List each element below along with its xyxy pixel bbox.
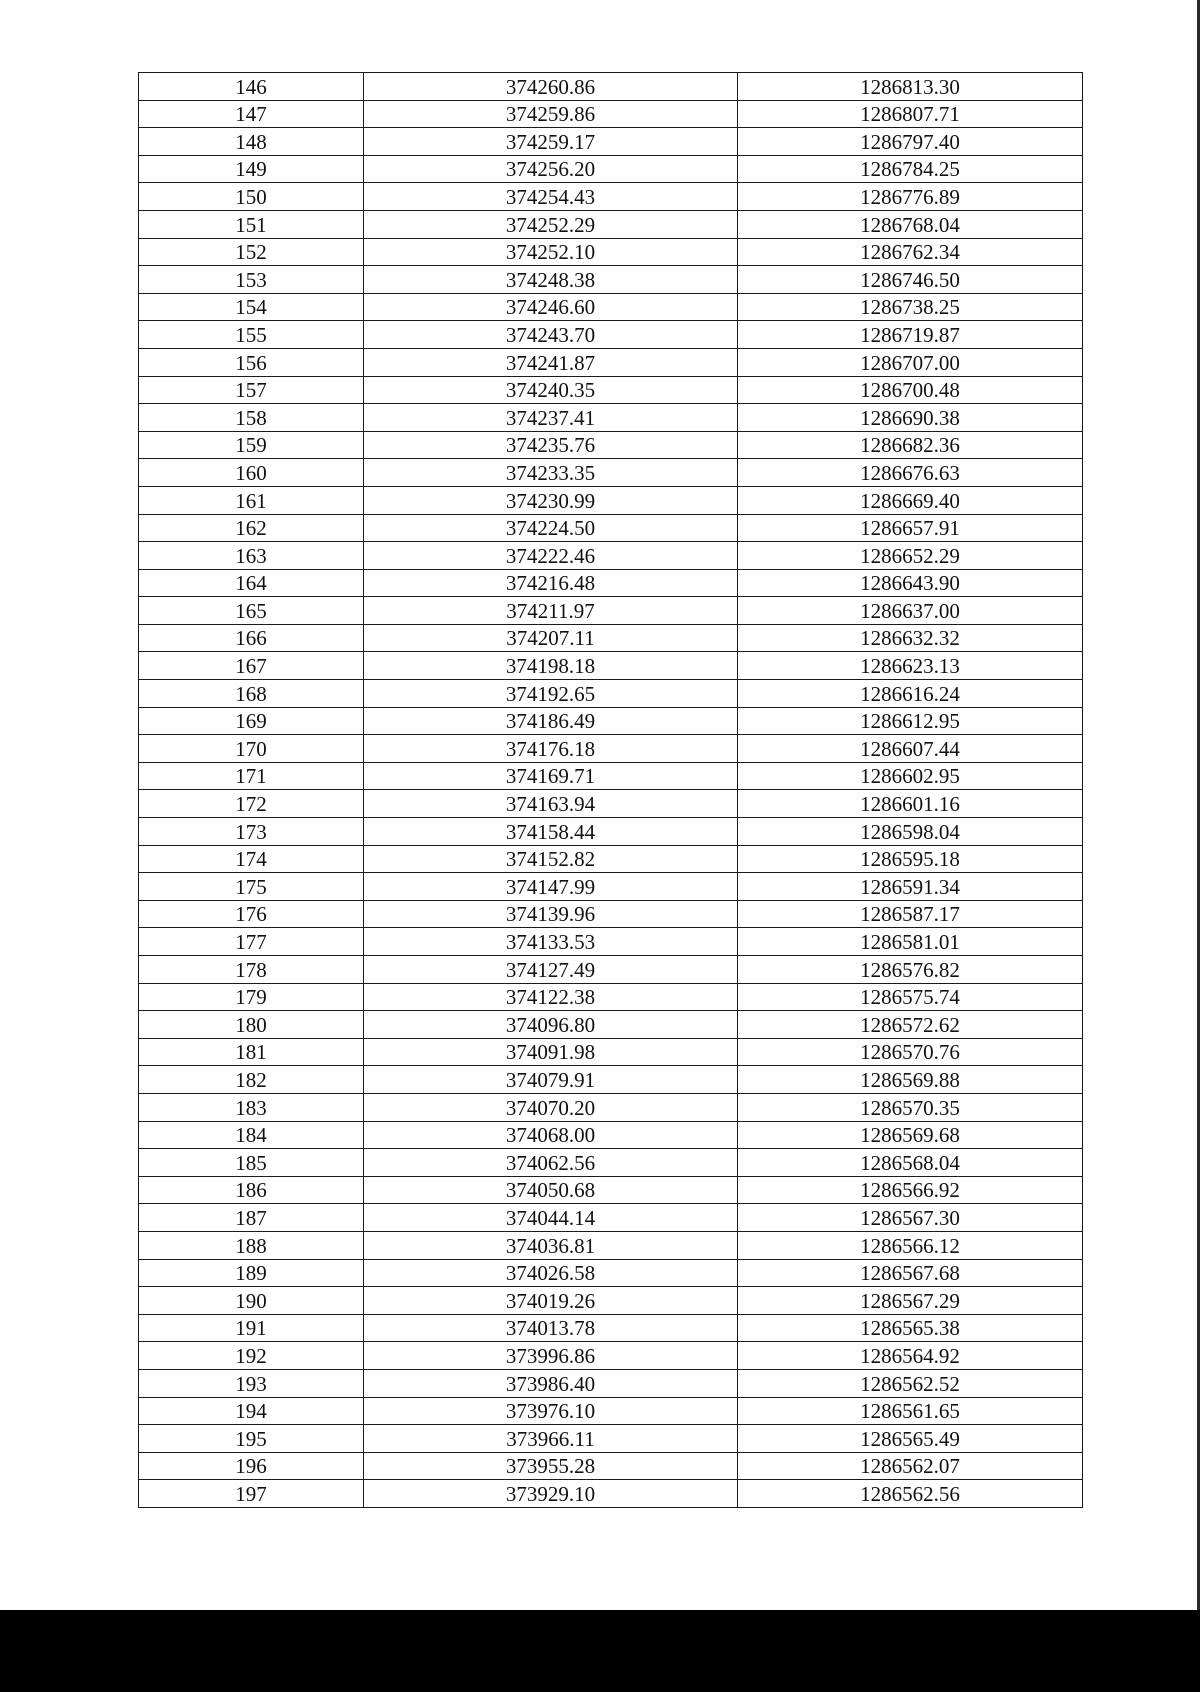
x-coordinate-cell: 374163.94 — [364, 790, 738, 818]
table-row — [139, 983, 1083, 1011]
point-number-cell: 178 — [139, 956, 364, 984]
point-number-cell: 159 — [139, 431, 364, 459]
table-row — [139, 348, 1083, 376]
y-coordinate-cell: 1286576.82 — [738, 956, 1083, 984]
y-coordinate-cell: 1286567.29 — [738, 1287, 1083, 1315]
y-coordinate-cell: 1286643.90 — [738, 569, 1083, 597]
y-coordinate-cell: 1286616.24 — [738, 680, 1083, 708]
x-coordinate-cell: 374237.41 — [364, 404, 738, 432]
table-row — [139, 238, 1083, 266]
point-number-cell: 149 — [139, 155, 364, 183]
table-row — [139, 183, 1083, 211]
x-coordinate-cell: 373976.10 — [364, 1397, 738, 1425]
table-row — [139, 762, 1083, 790]
table-row — [139, 1369, 1083, 1397]
x-coordinate-cell: 374259.86 — [364, 100, 738, 128]
point-number-cell: 153 — [139, 266, 364, 294]
y-coordinate-cell: 1286807.71 — [738, 100, 1083, 128]
point-number-cell: 195 — [139, 1425, 364, 1453]
y-coordinate-cell: 1286738.25 — [738, 293, 1083, 321]
table-row — [139, 1176, 1083, 1204]
table-row — [139, 1425, 1083, 1453]
y-coordinate-cell: 1286612.95 — [738, 707, 1083, 735]
x-coordinate-cell: 374050.68 — [364, 1176, 738, 1204]
x-coordinate-cell: 374127.49 — [364, 956, 738, 984]
table-row — [139, 1342, 1083, 1370]
x-coordinate-cell: 374133.53 — [364, 928, 738, 956]
y-coordinate-cell: 1286564.92 — [738, 1342, 1083, 1370]
point-number-cell: 166 — [139, 624, 364, 652]
point-number-cell: 173 — [139, 818, 364, 846]
x-coordinate-cell: 374254.43 — [364, 183, 738, 211]
point-number-cell: 151 — [139, 210, 364, 238]
x-coordinate-cell: 373955.28 — [364, 1452, 738, 1480]
point-number-cell: 157 — [139, 376, 364, 404]
point-number-cell: 164 — [139, 569, 364, 597]
y-coordinate-cell: 1286567.30 — [738, 1204, 1083, 1232]
point-number-cell: 180 — [139, 1011, 364, 1039]
y-coordinate-cell: 1286607.44 — [738, 735, 1083, 763]
table-row — [139, 680, 1083, 708]
x-coordinate-cell: 373996.86 — [364, 1342, 738, 1370]
x-coordinate-cell: 374019.26 — [364, 1287, 738, 1315]
y-coordinate-cell: 1286561.65 — [738, 1397, 1083, 1425]
y-coordinate-cell: 1286776.89 — [738, 183, 1083, 211]
point-number-cell: 158 — [139, 404, 364, 432]
table-row — [139, 1204, 1083, 1232]
table-row — [139, 1259, 1083, 1287]
y-coordinate-cell: 1286565.38 — [738, 1314, 1083, 1342]
y-coordinate-cell: 1286682.36 — [738, 431, 1083, 459]
x-coordinate-cell: 373966.11 — [364, 1425, 738, 1453]
x-coordinate-cell: 374079.91 — [364, 1066, 738, 1094]
point-number-cell: 194 — [139, 1397, 364, 1425]
table-row — [139, 1149, 1083, 1177]
x-coordinate-cell: 374062.56 — [364, 1149, 738, 1177]
x-coordinate-cell: 374169.71 — [364, 762, 738, 790]
table-row — [139, 818, 1083, 846]
x-coordinate-cell: 374070.20 — [364, 1093, 738, 1121]
point-number-cell: 188 — [139, 1231, 364, 1259]
point-number-cell: 185 — [139, 1149, 364, 1177]
table-row — [139, 293, 1083, 321]
x-coordinate-cell: 374252.29 — [364, 210, 738, 238]
point-number-cell: 182 — [139, 1066, 364, 1094]
table-row — [139, 459, 1083, 487]
point-number-cell: 168 — [139, 680, 364, 708]
x-coordinate-cell: 374192.65 — [364, 680, 738, 708]
point-number-cell: 150 — [139, 183, 364, 211]
table-row — [139, 210, 1083, 238]
table-row — [139, 404, 1083, 432]
y-coordinate-cell: 1286572.62 — [738, 1011, 1083, 1039]
y-coordinate-cell: 1286565.49 — [738, 1425, 1083, 1453]
x-coordinate-cell: 374044.14 — [364, 1204, 738, 1232]
y-coordinate-cell: 1286567.68 — [738, 1259, 1083, 1287]
y-coordinate-cell: 1286657.91 — [738, 514, 1083, 542]
table-row — [139, 1231, 1083, 1259]
x-coordinate-cell: 374216.48 — [364, 569, 738, 597]
table-row — [139, 1038, 1083, 1066]
x-coordinate-cell: 374256.20 — [364, 155, 738, 183]
y-coordinate-cell: 1286768.04 — [738, 210, 1083, 238]
coordinates-table-container — [138, 72, 1082, 1508]
table-row — [139, 1093, 1083, 1121]
table-row — [139, 845, 1083, 873]
point-number-cell: 177 — [139, 928, 364, 956]
point-number-cell: 172 — [139, 790, 364, 818]
point-number-cell: 175 — [139, 873, 364, 901]
x-coordinate-cell: 374207.11 — [364, 624, 738, 652]
y-coordinate-cell: 1286669.40 — [738, 486, 1083, 514]
point-number-cell: 162 — [139, 514, 364, 542]
y-coordinate-cell: 1286562.52 — [738, 1369, 1083, 1397]
y-coordinate-cell: 1286652.29 — [738, 542, 1083, 570]
table-row — [139, 376, 1083, 404]
point-number-cell: 148 — [139, 128, 364, 156]
x-coordinate-cell: 374222.46 — [364, 542, 738, 570]
point-number-cell: 193 — [139, 1369, 364, 1397]
y-coordinate-cell: 1286719.87 — [738, 321, 1083, 349]
point-number-cell: 170 — [139, 735, 364, 763]
table-row — [139, 956, 1083, 984]
x-coordinate-cell: 374013.78 — [364, 1314, 738, 1342]
table-row — [139, 73, 1083, 101]
table-row — [139, 624, 1083, 652]
x-coordinate-cell: 373929.10 — [364, 1480, 738, 1508]
table-row — [139, 1121, 1083, 1149]
table-row — [139, 569, 1083, 597]
y-coordinate-cell: 1286562.56 — [738, 1480, 1083, 1508]
point-number-cell: 176 — [139, 900, 364, 928]
y-coordinate-cell: 1286598.04 — [738, 818, 1083, 846]
y-coordinate-cell: 1286690.38 — [738, 404, 1083, 432]
y-coordinate-cell: 1286813.30 — [738, 73, 1083, 101]
x-coordinate-cell: 374233.35 — [364, 459, 738, 487]
point-number-cell: 171 — [139, 762, 364, 790]
point-number-cell: 155 — [139, 321, 364, 349]
table-row — [139, 542, 1083, 570]
table-row — [139, 928, 1083, 956]
y-coordinate-cell: 1286581.01 — [738, 928, 1083, 956]
x-coordinate-cell: 374198.18 — [364, 652, 738, 680]
y-coordinate-cell: 1286601.16 — [738, 790, 1083, 818]
y-coordinate-cell: 1286637.00 — [738, 597, 1083, 625]
x-coordinate-cell: 374246.60 — [364, 293, 738, 321]
x-coordinate-cell: 374122.38 — [364, 983, 738, 1011]
y-coordinate-cell: 1286595.18 — [738, 845, 1083, 873]
point-number-cell: 167 — [139, 652, 364, 680]
scan-bottom-black-bar — [0, 1610, 1200, 1692]
x-coordinate-cell: 374186.49 — [364, 707, 738, 735]
x-coordinate-cell: 374096.80 — [364, 1011, 738, 1039]
point-number-cell: 146 — [139, 73, 364, 101]
table-row — [139, 873, 1083, 901]
x-coordinate-cell: 374260.86 — [364, 73, 738, 101]
point-number-cell: 187 — [139, 1204, 364, 1232]
table-row — [139, 1397, 1083, 1425]
point-number-cell: 190 — [139, 1287, 364, 1315]
point-number-cell: 161 — [139, 486, 364, 514]
table-row — [139, 597, 1083, 625]
x-coordinate-cell: 374158.44 — [364, 818, 738, 846]
point-number-cell: 147 — [139, 100, 364, 128]
y-coordinate-cell: 1286562.07 — [738, 1452, 1083, 1480]
point-number-cell: 197 — [139, 1480, 364, 1508]
y-coordinate-cell: 1286623.13 — [738, 652, 1083, 680]
y-coordinate-cell: 1286784.25 — [738, 155, 1083, 183]
table-row — [139, 707, 1083, 735]
table-row — [139, 735, 1083, 763]
y-coordinate-cell: 1286797.40 — [738, 128, 1083, 156]
x-coordinate-cell: 374240.35 — [364, 376, 738, 404]
point-number-cell: 179 — [139, 983, 364, 1011]
point-number-cell: 186 — [139, 1176, 364, 1204]
table-row — [139, 266, 1083, 294]
y-coordinate-cell: 1286570.35 — [738, 1093, 1083, 1121]
table-row — [139, 100, 1083, 128]
y-coordinate-cell: 1286566.12 — [738, 1231, 1083, 1259]
table-row — [139, 155, 1083, 183]
point-number-cell: 183 — [139, 1093, 364, 1121]
x-coordinate-cell: 374235.76 — [364, 431, 738, 459]
x-coordinate-cell: 374224.50 — [364, 514, 738, 542]
table-row — [139, 1011, 1083, 1039]
y-coordinate-cell: 1286569.68 — [738, 1121, 1083, 1149]
y-coordinate-cell: 1286676.63 — [738, 459, 1083, 487]
y-coordinate-cell: 1286707.00 — [738, 348, 1083, 376]
table-row — [139, 321, 1083, 349]
y-coordinate-cell: 1286762.34 — [738, 238, 1083, 266]
x-coordinate-cell: 374252.10 — [364, 238, 738, 266]
coordinates-table-body — [139, 73, 1083, 1508]
y-coordinate-cell: 1286591.34 — [738, 873, 1083, 901]
table-row — [139, 1287, 1083, 1315]
y-coordinate-cell: 1286587.17 — [738, 900, 1083, 928]
x-coordinate-cell: 374091.98 — [364, 1038, 738, 1066]
x-coordinate-cell: 374248.38 — [364, 266, 738, 294]
y-coordinate-cell: 1286568.04 — [738, 1149, 1083, 1177]
table-row — [139, 1314, 1083, 1342]
x-coordinate-cell: 374230.99 — [364, 486, 738, 514]
table-row — [139, 652, 1083, 680]
x-coordinate-cell: 374241.87 — [364, 348, 738, 376]
point-number-cell: 154 — [139, 293, 364, 321]
y-coordinate-cell: 1286566.92 — [738, 1176, 1083, 1204]
point-number-cell: 174 — [139, 845, 364, 873]
x-coordinate-cell: 374152.82 — [364, 845, 738, 873]
x-coordinate-cell: 374139.96 — [364, 900, 738, 928]
x-coordinate-cell: 374026.58 — [364, 1259, 738, 1287]
table-row — [139, 431, 1083, 459]
point-number-cell: 163 — [139, 542, 364, 570]
y-coordinate-cell: 1286569.88 — [738, 1066, 1083, 1094]
x-coordinate-cell: 374176.18 — [364, 735, 738, 763]
x-coordinate-cell: 374068.00 — [364, 1121, 738, 1149]
table-row — [139, 1066, 1083, 1094]
point-number-cell: 156 — [139, 348, 364, 376]
y-coordinate-cell: 1286746.50 — [738, 266, 1083, 294]
point-number-cell: 165 — [139, 597, 364, 625]
point-number-cell: 184 — [139, 1121, 364, 1149]
table-row — [139, 128, 1083, 156]
x-coordinate-cell: 374036.81 — [364, 1231, 738, 1259]
table-row — [139, 790, 1083, 818]
table-row — [139, 486, 1083, 514]
x-coordinate-cell: 374243.70 — [364, 321, 738, 349]
point-number-cell: 191 — [139, 1314, 364, 1342]
coordinates-table — [138, 72, 1083, 1508]
point-number-cell: 152 — [139, 238, 364, 266]
table-row — [139, 1452, 1083, 1480]
point-number-cell: 181 — [139, 1038, 364, 1066]
y-coordinate-cell: 1286575.74 — [738, 983, 1083, 1011]
x-coordinate-cell: 374147.99 — [364, 873, 738, 901]
y-coordinate-cell: 1286570.76 — [738, 1038, 1083, 1066]
point-number-cell: 160 — [139, 459, 364, 487]
point-number-cell: 192 — [139, 1342, 364, 1370]
x-coordinate-cell: 374211.97 — [364, 597, 738, 625]
point-number-cell: 189 — [139, 1259, 364, 1287]
point-number-cell: 169 — [139, 707, 364, 735]
y-coordinate-cell: 1286700.48 — [738, 376, 1083, 404]
point-number-cell: 196 — [139, 1452, 364, 1480]
y-coordinate-cell: 1286632.32 — [738, 624, 1083, 652]
x-coordinate-cell: 373986.40 — [364, 1369, 738, 1397]
table-row — [139, 514, 1083, 542]
table-row — [139, 1480, 1083, 1508]
y-coordinate-cell: 1286602.95 — [738, 762, 1083, 790]
x-coordinate-cell: 374259.17 — [364, 128, 738, 156]
table-row — [139, 900, 1083, 928]
